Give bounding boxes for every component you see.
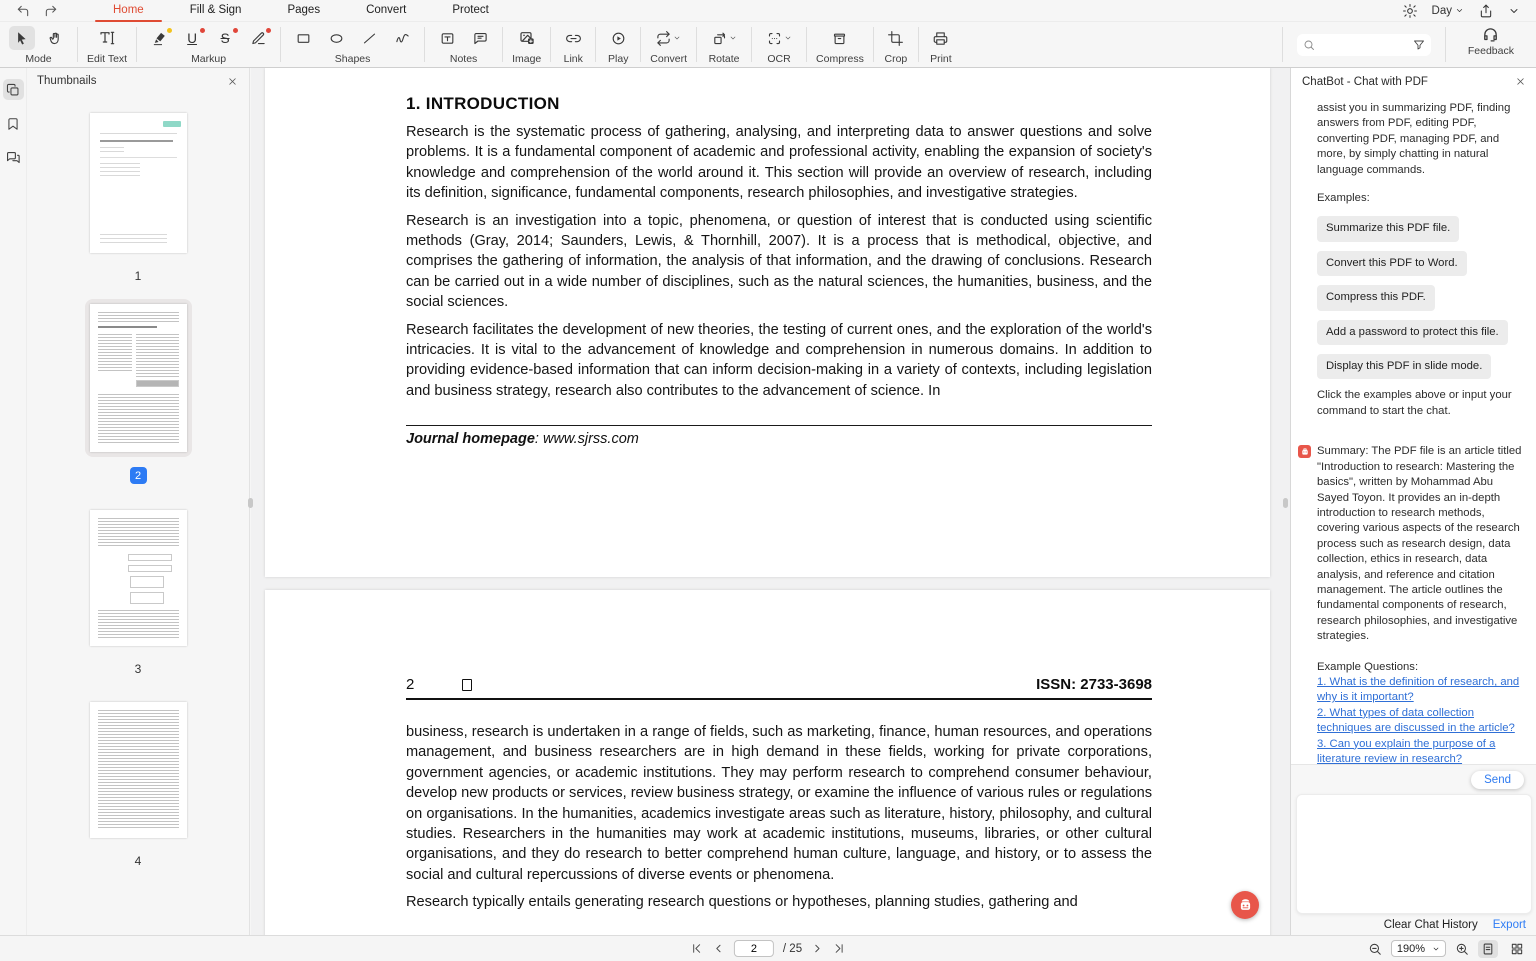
chatbot-panel	[1290, 68, 1536, 935]
example-compress-button[interactable]: Compress this PDF.	[1317, 285, 1435, 310]
select-tool-button[interactable]	[9, 26, 35, 50]
send-button[interactable]: Send	[1471, 771, 1524, 789]
last-page-icon[interactable]	[833, 942, 846, 955]
thumbnail-page-2[interactable]	[85, 299, 192, 484]
ribbon-tabs	[90, 0, 512, 22]
theme-sun-icon[interactable]	[1403, 4, 1417, 18]
group-convert: Convert	[641, 22, 696, 67]
color-indicator-dot	[233, 28, 238, 33]
compress-button[interactable]	[827, 26, 853, 50]
filter-icon[interactable]	[1413, 39, 1425, 51]
publisher-mark-icon	[462, 679, 472, 691]
thumbnails-panel	[26, 68, 250, 935]
example-convert-button[interactable]: Convert this PDF to Word.	[1317, 251, 1467, 276]
color-indicator-dot	[200, 28, 205, 33]
group-edit-text: Edit Text	[78, 22, 136, 67]
group-notes: Notes	[425, 22, 502, 67]
paragraph: Research is an investigation into a topic, phenomena, or question of interest that is conducted using scientific methods (Gray, 2014; Saunders, Lewis, & Thornhill, 2007). It is a process that is methodical, objective, and comprises the gathering of information, the analysis of that information, and the drawing of conclusions. Research can be carried out in a wide number of disciplines, such as the natural sciences, the humanities, business, and the social sciences.	[406, 212, 1152, 311]
paragraph: business, research is undertaken in a range of fields, such as marketing, finance, human resources, and operations management, and business researchers are in high demand in these fields, working for private corporations, government agencies, or academic institutions. They may perform research to comprehend consumer behaviour, develop new products or services, review business strategy, or examine the influence of various rules or regulations on organisations. In the humanities, academics investigate areas such as literature, history, philosophy, and cultural studies. Researchers in the humanities may work at academic institutions, museums, libraries, or other cultural organisations, and they do research to better comprehend human culture, language, and history, or to assess the social and cultural repercussions of diverse events or phenomena.	[406, 724, 1153, 883]
freehand-shape-button[interactable]	[389, 26, 415, 50]
tab-convert[interactable]: Convert	[366, 3, 407, 16]
print-button[interactable]	[928, 26, 954, 50]
group-print: Print	[919, 22, 963, 67]
page-number-input[interactable]	[734, 940, 774, 957]
text-note-button[interactable]	[434, 26, 460, 50]
panel-resize-handle[interactable]	[248, 498, 253, 508]
close-thumbnails-icon[interactable]	[227, 76, 238, 87]
headset-icon	[1482, 26, 1499, 43]
paragraph: Research facilitates the development of new theories, the testing of current ones, and the exploration of the world's intricacies. It is vital to the advancement of knowledge and comprehension in numerous domains. In addition to providing evidence-based information that can inform decision-making in a variety of contexts, including legislation and business strategy, research also contributes to the advancement of science. In	[406, 321, 1152, 399]
zoom-level-select[interactable]: 190%	[1391, 940, 1446, 957]
example-summarize-button[interactable]: Summarize this PDF file.	[1317, 216, 1459, 241]
rectangle-shape-button[interactable]	[290, 26, 316, 50]
feedback-button[interactable]: Feedback	[1446, 22, 1536, 67]
bot-avatar-icon	[1298, 445, 1311, 458]
question-link-1[interactable]: 1. What is the definition of research, and why is it important?	[1317, 675, 1520, 704]
group-rotate: Rotate	[697, 22, 751, 67]
rotate-button[interactable]	[706, 26, 742, 50]
day-mode-dropdown[interactable]: Day	[1432, 5, 1464, 17]
footer-rule	[406, 425, 1152, 426]
chatbot-title: ChatBot - Chat with PDF	[1302, 75, 1428, 88]
pen-tool-button[interactable]	[245, 26, 271, 50]
group-compress: Compress	[807, 22, 873, 67]
group-markup: U S Markup	[137, 22, 280, 67]
comment-note-button[interactable]	[467, 26, 493, 50]
group-play: Play	[596, 22, 640, 67]
thumbnail-label: 1	[134, 269, 142, 283]
clear-chat-history-button[interactable]: Clear Chat History	[1383, 919, 1478, 931]
zoom-controls	[1368, 936, 1527, 961]
thumbnail-page-1[interactable]	[90, 113, 187, 283]
tab-pages[interactable]: Pages	[287, 3, 321, 16]
undo-icon[interactable]	[12, 2, 34, 20]
page-navigation	[690, 936, 846, 961]
group-crop: Crop	[874, 22, 918, 67]
comments-icon	[6, 150, 21, 165]
examples-label: Examples:	[1317, 192, 1370, 205]
bot-message	[1317, 444, 1525, 764]
next-page-icon[interactable]	[811, 942, 824, 955]
pages-icon	[6, 83, 20, 97]
bookmarks-panel-button[interactable]	[3, 113, 24, 134]
issn-label: ISSN: 2733-3698	[1036, 676, 1152, 693]
header-rule	[406, 698, 1152, 700]
document-viewport[interactable]	[251, 68, 1290, 935]
pdf-page-1[interactable]	[265, 68, 1270, 577]
ellipse-shape-button[interactable]	[323, 26, 349, 50]
chatbot-intro-text: assist you in summarizing PDF, finding answers from PDF, editing PDF, converting PDF, managing PDF, and more, by simply chatting in natural language commands.	[1317, 102, 1511, 176]
question-link-3[interactable]: 3. Can you explain the purpose of a literature review in research?	[1317, 737, 1496, 764]
chatbot-floating-button[interactable]	[1231, 891, 1259, 919]
color-indicator-dot	[167, 28, 172, 33]
hand-tool-button[interactable]	[42, 26, 68, 50]
bookmark-icon	[6, 117, 20, 131]
pdf-page-2[interactable]	[265, 590, 1270, 935]
tab-home[interactable]: Home	[90, 0, 167, 22]
group-ocr: OCR	[752, 22, 806, 67]
group-link: Link	[551, 22, 595, 67]
highlight-tool-button[interactable]	[146, 26, 172, 50]
chat-input[interactable]	[1296, 794, 1532, 914]
underline-tool-button[interactable]: U	[179, 26, 205, 50]
thumbnail-page-3[interactable]	[90, 510, 187, 676]
play-button[interactable]	[605, 26, 631, 50]
page-header-row	[406, 676, 1152, 693]
section-heading: 1. INTRODUCTION	[406, 94, 560, 113]
chatbot-hint-text: Click the examples above or input your command to start the chat.	[1317, 389, 1512, 417]
example-password-button[interactable]: Add a password to protect this file.	[1317, 320, 1508, 345]
annotations-panel-button[interactable]	[3, 147, 24, 168]
single-page-view-button[interactable]	[1478, 940, 1498, 958]
example-questions-label: Example Questions:	[1317, 660, 1419, 673]
page-total-label: / 25	[782, 942, 803, 955]
zoom-out-icon[interactable]	[1368, 942, 1382, 956]
edit-text-button[interactable]	[94, 26, 120, 50]
left-icon-rail	[0, 68, 26, 935]
close-chatbot-icon[interactable]	[1515, 76, 1526, 87]
grid-view-button[interactable]	[1507, 940, 1527, 958]
group-mode: Mode	[0, 22, 77, 67]
crop-button[interactable]	[883, 26, 909, 50]
chat-input-area	[1291, 764, 1536, 935]
line-shape-button[interactable]	[356, 26, 382, 50]
thumbnail-page-4[interactable]	[90, 702, 187, 868]
color-indicator-dot	[266, 28, 271, 33]
page-number: 2	[406, 676, 415, 693]
convert-button[interactable]	[651, 26, 687, 50]
search-input[interactable]	[1319, 39, 1409, 51]
chat-messages[interactable]	[1291, 95, 1536, 764]
paragraph: Research is the systematic process of gathering, analysing, and interpreting data to answer questions and solve problems. It is a fundamental component of academic and professional activity, enabling the expansion of society's knowledge and comprehension of the world around it. This section will provide an overview of research, including its definition, significance, fundamental components, research philosophies, and investigative strategies.	[406, 124, 1152, 202]
thumbnail-label-selected: 2	[130, 467, 147, 484]
redo-icon[interactable]	[40, 2, 62, 20]
previous-page-icon[interactable]	[712, 942, 725, 955]
group-shapes: Shapes	[281, 22, 424, 67]
journal-homepage-line: Journal homepage: www.sjrss.com	[406, 431, 639, 448]
group-image: Image	[503, 22, 550, 67]
insert-link-button[interactable]	[560, 26, 586, 50]
panel-resize-handle[interactable]	[1283, 498, 1288, 508]
status-bar	[0, 935, 1536, 961]
tab-fill-sign[interactable]: Fill & Sign	[189, 3, 242, 16]
search-area	[1283, 22, 1445, 67]
first-page-icon[interactable]	[690, 942, 703, 955]
tab-protect[interactable]: Protect	[452, 3, 489, 16]
example-slide-button[interactable]: Display this PDF in slide mode.	[1317, 354, 1491, 379]
thumbnail-label: 3	[134, 662, 142, 676]
question-link-2[interactable]: 2. What types of data collection techniques are discussed in the article?	[1317, 706, 1515, 735]
main-toolbar	[0, 22, 1536, 68]
thumbnails-panel-button[interactable]	[3, 79, 24, 100]
strikethrough-tool-button[interactable]: S	[212, 26, 238, 50]
insert-image-button[interactable]	[514, 26, 540, 50]
thumbnails-title: Thumbnails	[37, 75, 97, 87]
share-icon[interactable]	[1479, 4, 1493, 18]
ocr-button[interactable]	[761, 26, 797, 50]
title-bar	[0, 0, 1536, 22]
export-chat-button[interactable]: Export	[1492, 919, 1526, 931]
search-box[interactable]	[1297, 34, 1431, 56]
robot-icon	[1237, 897, 1254, 914]
summary-text: Summary: The PDF file is an article titled "Introduction to research: Mastering the basics", written by Mohammad Abu Sayed Toyon. It provides an in-depth introduction to research methods, covering various aspects of the research process such as research design, data collection, ethics in research, data analysis, and reference and citation management. The article outlines the fundamental components of research, research philosophies, and investigative strategies.	[1317, 445, 1522, 643]
thumbnail-label: 4	[134, 854, 142, 868]
zoom-in-icon[interactable]	[1455, 942, 1469, 956]
paragraph: Research typically entails generating research questions or hypotheses, planning studies, gathering and	[406, 894, 1078, 911]
search-icon	[1303, 39, 1315, 51]
collapse-toolbar-icon[interactable]	[1508, 5, 1520, 17]
